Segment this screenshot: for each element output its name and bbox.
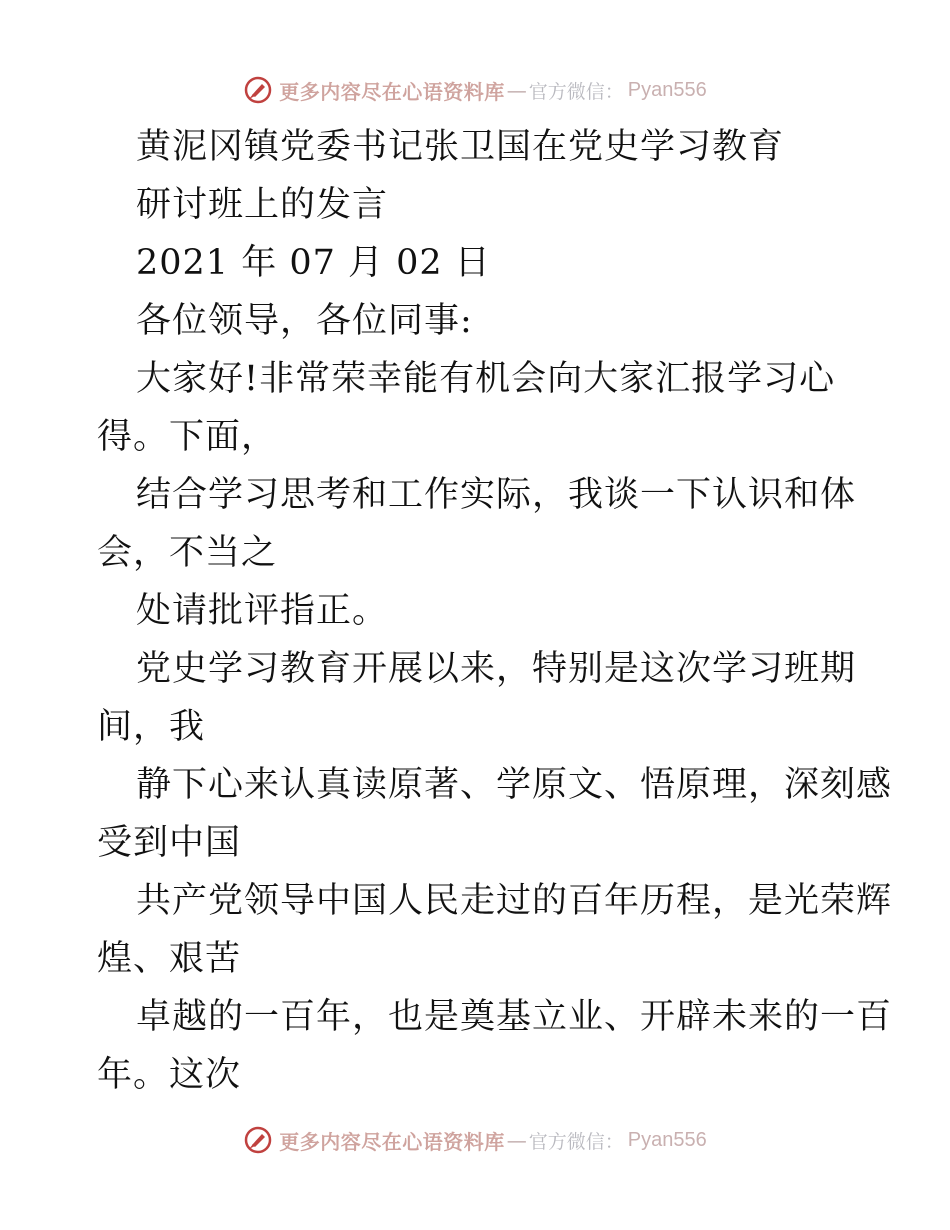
watermark-banner-bottom [0, 1122, 950, 1158]
watermark-label: 官方微信： [528, 80, 624, 103]
watermark-wechat-id: Pyan556 [627, 1128, 707, 1151]
document-salutation: 各位领导，各位同事: [136, 301, 473, 341]
watermark-banner-top [0, 72, 950, 108]
pen-nib-circle-icon [243, 1125, 273, 1155]
watermark-label: 官方微信： [528, 1130, 624, 1153]
paragraph-line: 大家好!非常荣幸能有机会向大家汇报学习心 [136, 359, 836, 399]
document-title-line-2: 研讨班上的发言 [136, 185, 389, 225]
paragraph-line: 共产党领导中国人民走过的百年历程，是光荣辉 [136, 881, 893, 921]
paragraph-line: 得。下面， [97, 417, 278, 457]
paragraph-line: 结合学习思考和工作实际，我谈一下认识和体 [136, 475, 857, 515]
paragraph-line: 煌、艰苦 [97, 939, 242, 979]
watermark-wechat-id: Pyan556 [627, 78, 707, 101]
paragraph-line: 静下心来认真读原著、学原文、悟原理，深刻感 [136, 765, 893, 805]
watermark-text: 更多内容尽在心语资料库 [279, 79, 505, 104]
watermark-separator: — [506, 78, 527, 102]
document-title-line-1: 黄泥冈镇党委书记张卫国在党史学习教育 [136, 127, 785, 167]
paragraph-line: 处请批评指正。 [136, 591, 389, 631]
paragraph-line: 卓越的一百年，也是奠基立业、开辟未来的一百 [136, 997, 893, 1037]
paragraph-line: 党史学习教育开展以来，特别是这次学习班期 [136, 649, 857, 689]
document-date: 2021 年 07 月 02 日 [136, 243, 491, 283]
watermark-text: 更多内容尽在心语资料库 [279, 1129, 505, 1154]
paragraph-line: 会，不当之 [97, 533, 278, 573]
pen-nib-circle-icon [243, 75, 273, 105]
paragraph-line: 受到中国 [97, 823, 242, 863]
paragraph-line: 年。这次 [97, 1055, 242, 1095]
paragraph-line: 间，我 [97, 707, 206, 747]
watermark-separator: — [506, 1128, 527, 1152]
